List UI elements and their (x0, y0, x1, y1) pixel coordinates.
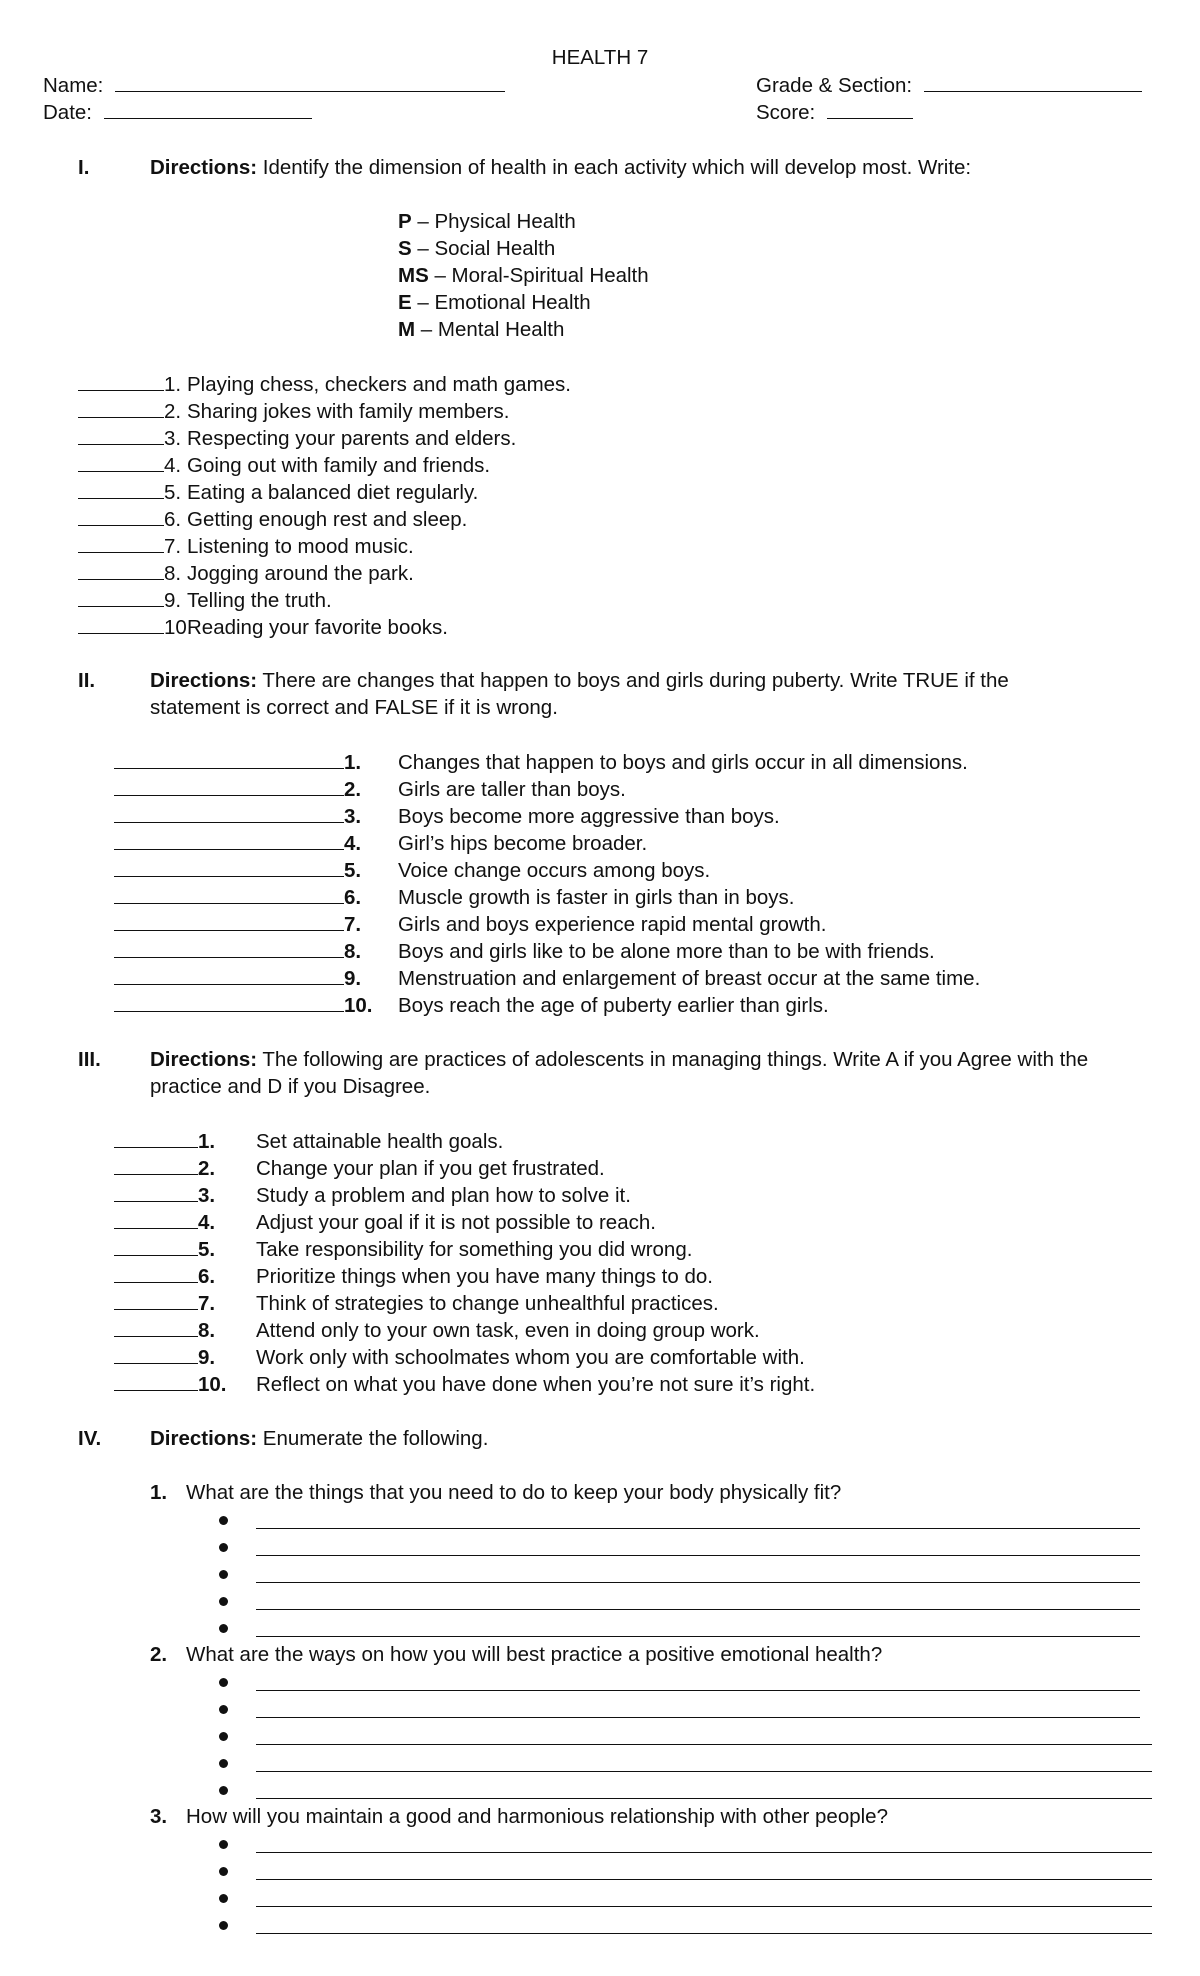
score-blank[interactable] (827, 98, 913, 119)
item-text: Work only with schoolmates whom you are comfortable with. (256, 1346, 805, 1369)
item-text: Boys become more aggressive than boys. (398, 805, 780, 828)
name-blank[interactable] (115, 71, 505, 92)
answer-line[interactable] (256, 1933, 1152, 1934)
bullet-icon (219, 1867, 228, 1876)
item-text: Going out with family and friends. (187, 454, 491, 477)
part2-item (114, 937, 935, 964)
part1-item (78, 586, 332, 613)
part1-item (78, 559, 414, 586)
answer-blank[interactable] (114, 1262, 198, 1283)
answer-blank[interactable] (114, 964, 344, 985)
part3-item (114, 1154, 605, 1181)
legend-code: MS (398, 264, 429, 287)
part4-directions (150, 1425, 488, 1452)
item-text: Getting enough rest and sleep. (187, 508, 468, 531)
bullet-icon (219, 1759, 228, 1768)
date-blank[interactable] (104, 98, 312, 119)
item-text: Set attainable health goals. (256, 1130, 504, 1153)
legend-item (398, 289, 591, 316)
part3-item (114, 1316, 760, 1343)
grade-section-field[interactable] (756, 71, 1142, 99)
item-text: Changes that happen to boys and girls occur in all dimensions. (398, 751, 968, 774)
answer-blank[interactable] (114, 1127, 198, 1148)
item-number: 6. (164, 508, 182, 531)
part3-item (114, 1262, 713, 1289)
date-label: Date: (43, 101, 92, 124)
part1-item (78, 397, 509, 424)
item-text: Girls are taller than boys. (398, 778, 626, 801)
item-text: Attend only to your own task, even in doing group work. (256, 1319, 760, 1342)
item-number: 6. (344, 886, 362, 909)
part1-item (78, 478, 478, 505)
legend-code: E (398, 291, 412, 314)
part3-item (114, 1370, 815, 1397)
item-text: Sharing jokes with family members. (187, 400, 510, 423)
part2-directions-text: There are changes that happen to boys and girls during puberty. Write TRUE if the (257, 669, 1009, 692)
item-number: 9. (198, 1346, 216, 1369)
answer-blank[interactable] (78, 478, 164, 499)
part1-item (78, 532, 414, 559)
item-number: 8. (164, 562, 182, 585)
bullet-icon (219, 1894, 228, 1903)
part2-directions-line1 (150, 667, 1009, 694)
part3-item (114, 1235, 692, 1262)
part3-item (114, 1208, 656, 1235)
part4-question (150, 1803, 888, 1830)
answer-blank[interactable] (114, 991, 344, 1012)
bullet-icon (219, 1678, 228, 1687)
item-number: 3. (344, 805, 362, 828)
part2-directions-line2: statement is correct and FALSE if it is wrong. (150, 696, 558, 719)
item-number: 9. (344, 967, 362, 990)
answer-blank[interactable] (114, 856, 344, 877)
part2-item (114, 775, 626, 802)
part4-numeral: IV. (78, 1427, 102, 1450)
answer-blank[interactable] (114, 1316, 198, 1337)
part2-directions-label: Directions: (150, 669, 258, 692)
answer-blank[interactable] (114, 829, 344, 850)
item-text: Think of strategies to change unhealthful practices. (256, 1292, 719, 1315)
part3-directions-line1 (150, 1046, 1088, 1073)
question-number: 2. (150, 1643, 168, 1666)
answer-line[interactable] (256, 1744, 1152, 1745)
question-number: 1. (150, 1481, 168, 1504)
legend-item (398, 316, 564, 343)
bullet-icon (219, 1732, 228, 1741)
legend-item (398, 208, 576, 235)
question-text: How will you maintain a good and harmonious relationship with other people? (186, 1805, 888, 1828)
answer-blank[interactable] (114, 1370, 198, 1391)
part4-directions-label: Directions: (150, 1427, 258, 1450)
part2-item (114, 964, 980, 991)
item-number: 2. (344, 778, 362, 801)
answer-blank[interactable] (114, 1154, 198, 1175)
item-number: 6. (198, 1265, 216, 1288)
bullet-icon (219, 1786, 228, 1795)
item-text: Adjust your goal if it is not possible to reach. (256, 1211, 656, 1234)
score-field[interactable] (756, 98, 913, 126)
item-number: 10. (164, 616, 193, 639)
part2-item (114, 748, 968, 775)
item-number: 9. (164, 589, 182, 612)
item-number: 10. (198, 1373, 227, 1396)
part2-item (114, 802, 780, 829)
item-number: 8. (344, 940, 362, 963)
part2-item (114, 856, 710, 883)
legend-text: – Physical Health (411, 210, 576, 233)
answer-line[interactable] (256, 1582, 1140, 1583)
item-text: Study a problem and plan how to solve it. (256, 1184, 631, 1207)
part2-item (114, 829, 647, 856)
question-number: 3. (150, 1805, 168, 1828)
item-number: 1. (164, 373, 182, 396)
part2-item (114, 883, 795, 910)
item-number: 2. (164, 400, 182, 423)
item-number: 4. (198, 1211, 216, 1234)
item-text: Girl’s hips become broader. (398, 832, 648, 855)
part3-item (114, 1343, 805, 1370)
item-number: 5. (344, 859, 362, 882)
item-number: 1. (344, 751, 362, 774)
legend-item (398, 262, 649, 289)
legend-text: – Social Health (411, 237, 556, 260)
answer-line[interactable] (256, 1528, 1140, 1529)
item-number: 5. (164, 481, 182, 504)
answer-blank[interactable] (78, 397, 164, 418)
item-text: Respecting your parents and elders. (187, 427, 517, 450)
part1-numeral: I. (78, 156, 90, 179)
answer-blank[interactable] (114, 1289, 198, 1310)
answer-line[interactable] (256, 1717, 1140, 1718)
item-number: 7. (198, 1292, 216, 1315)
part2-item (114, 991, 829, 1018)
answer-blank[interactable] (114, 775, 344, 796)
item-text: Prioritize things when you have many things to do. (256, 1265, 713, 1288)
part4-directions-text: Enumerate the following. (257, 1427, 489, 1450)
answer-blank[interactable] (78, 370, 164, 391)
answer-blank[interactable] (78, 559, 164, 580)
answer-line[interactable] (256, 1798, 1152, 1799)
name-field[interactable] (43, 71, 505, 99)
item-text: Girls and boys experience rapid mental growth. (398, 913, 827, 936)
part1-directions-label: Directions: (150, 156, 258, 179)
bullet-icon (219, 1624, 228, 1633)
answer-line[interactable] (256, 1906, 1152, 1907)
answer-line[interactable] (256, 1879, 1152, 1880)
date-field[interactable] (43, 98, 312, 126)
part3-directions-label: Directions: (150, 1048, 258, 1071)
answer-blank[interactable] (78, 586, 164, 607)
item-text: Listening to mood music. (187, 535, 414, 558)
legend-code: P (398, 210, 412, 233)
item-text: Take responsibility for something you did wrong. (256, 1238, 693, 1261)
item-text: Menstruation and enlargement of breast occur at the same time. (398, 967, 981, 990)
item-text: Eating a balanced diet regularly. (187, 481, 479, 504)
answer-blank[interactable] (114, 1343, 198, 1364)
answer-blank[interactable] (114, 1235, 198, 1256)
answer-blank[interactable] (114, 802, 344, 823)
grade-section-label: Grade & Section: (756, 74, 913, 97)
legend-text: – Emotional Health (411, 291, 591, 314)
answer-line[interactable] (256, 1771, 1152, 1772)
answer-blank[interactable] (78, 505, 164, 526)
item-number: 8. (198, 1319, 216, 1342)
item-number: 7. (164, 535, 182, 558)
answer-blank[interactable] (114, 883, 344, 904)
item-number: 3. (198, 1184, 216, 1207)
item-number: 10. (344, 994, 373, 1017)
bullet-icon (219, 1516, 228, 1525)
answer-blank[interactable] (114, 748, 344, 769)
answer-blank[interactable] (78, 451, 164, 472)
part1-item (78, 424, 516, 451)
item-text: Reflect on what you have done when you’re not sure it’s right. (256, 1373, 816, 1396)
bullet-icon (219, 1840, 228, 1849)
item-text: Reading your favorite books. (187, 616, 448, 639)
answer-line[interactable] (256, 1852, 1152, 1853)
legend-code: S (398, 237, 412, 260)
item-number: 3. (164, 427, 182, 450)
item-text: Playing chess, checkers and math games. (187, 373, 571, 396)
bullet-icon (219, 1543, 228, 1552)
legend-code: M (398, 318, 416, 341)
bullet-icon (219, 1597, 228, 1606)
score-label: Score: (756, 101, 816, 124)
item-number: 1. (198, 1130, 216, 1153)
part3-directions-text: The following are practices of adolescents in managing things. Write A if you Agree with the (257, 1048, 1089, 1071)
answer-blank[interactable] (78, 532, 164, 553)
item-text: Boys and girls like to be alone more than to be with friends. (398, 940, 935, 963)
part3-item (114, 1181, 631, 1208)
grade-section-blank[interactable] (924, 71, 1142, 92)
answer-line[interactable] (256, 1690, 1140, 1691)
item-number: 4. (344, 832, 362, 855)
item-text: Jogging around the park. (187, 562, 414, 585)
name-label: Name: (43, 74, 104, 97)
legend-item (398, 235, 555, 262)
answer-blank[interactable] (114, 937, 344, 958)
item-number: 4. (164, 454, 182, 477)
item-text: Muscle growth is faster in girls than in boys. (398, 886, 795, 909)
bullet-icon (219, 1570, 228, 1579)
legend-text: – Moral-Spiritual Health (428, 264, 649, 287)
answer-line[interactable] (256, 1555, 1140, 1556)
answer-blank[interactable] (78, 424, 164, 445)
part3-item (114, 1127, 503, 1154)
part1-item (78, 451, 490, 478)
part2-numeral: II. (78, 669, 96, 692)
legend-text: – Mental Health (415, 318, 565, 341)
item-number: 7. (344, 913, 362, 936)
part4-question (150, 1479, 841, 1506)
part1-item (78, 505, 467, 532)
item-text: Telling the truth. (187, 589, 332, 612)
answer-blank[interactable] (114, 1208, 198, 1229)
item-text: Voice change occurs among boys. (398, 859, 711, 882)
bullet-icon (219, 1921, 228, 1930)
part4-question (150, 1641, 882, 1668)
answer-line[interactable] (256, 1609, 1140, 1610)
part3-item (114, 1289, 719, 1316)
part1-item (78, 613, 448, 640)
bullet-icon (219, 1705, 228, 1714)
answer-blank[interactable] (114, 910, 344, 931)
answer-line[interactable] (256, 1636, 1140, 1637)
part3-numeral: III. (78, 1048, 101, 1071)
question-text: What are the ways on how you will best practice a positive emotional health? (186, 1643, 883, 1666)
part1-directions (150, 154, 971, 181)
part3-directions-line2: practice and D if you Disagree. (150, 1075, 431, 1098)
question-text: What are the things that you need to do to keep your body physically fit? (186, 1481, 842, 1504)
answer-blank[interactable] (114, 1181, 198, 1202)
part1-directions-text: Identify the dimension of health in each activity which will develop most. Write: (257, 156, 972, 179)
answer-blank[interactable] (78, 613, 164, 634)
page-title: HEALTH 7 (551, 46, 649, 69)
item-text: Change your plan if you get frustrated. (256, 1157, 605, 1180)
part2-item (114, 910, 826, 937)
item-text: Boys reach the age of puberty earlier than girls. (398, 994, 829, 1017)
item-number: 2. (198, 1157, 216, 1180)
part1-item (78, 370, 571, 397)
item-number: 5. (198, 1238, 216, 1261)
